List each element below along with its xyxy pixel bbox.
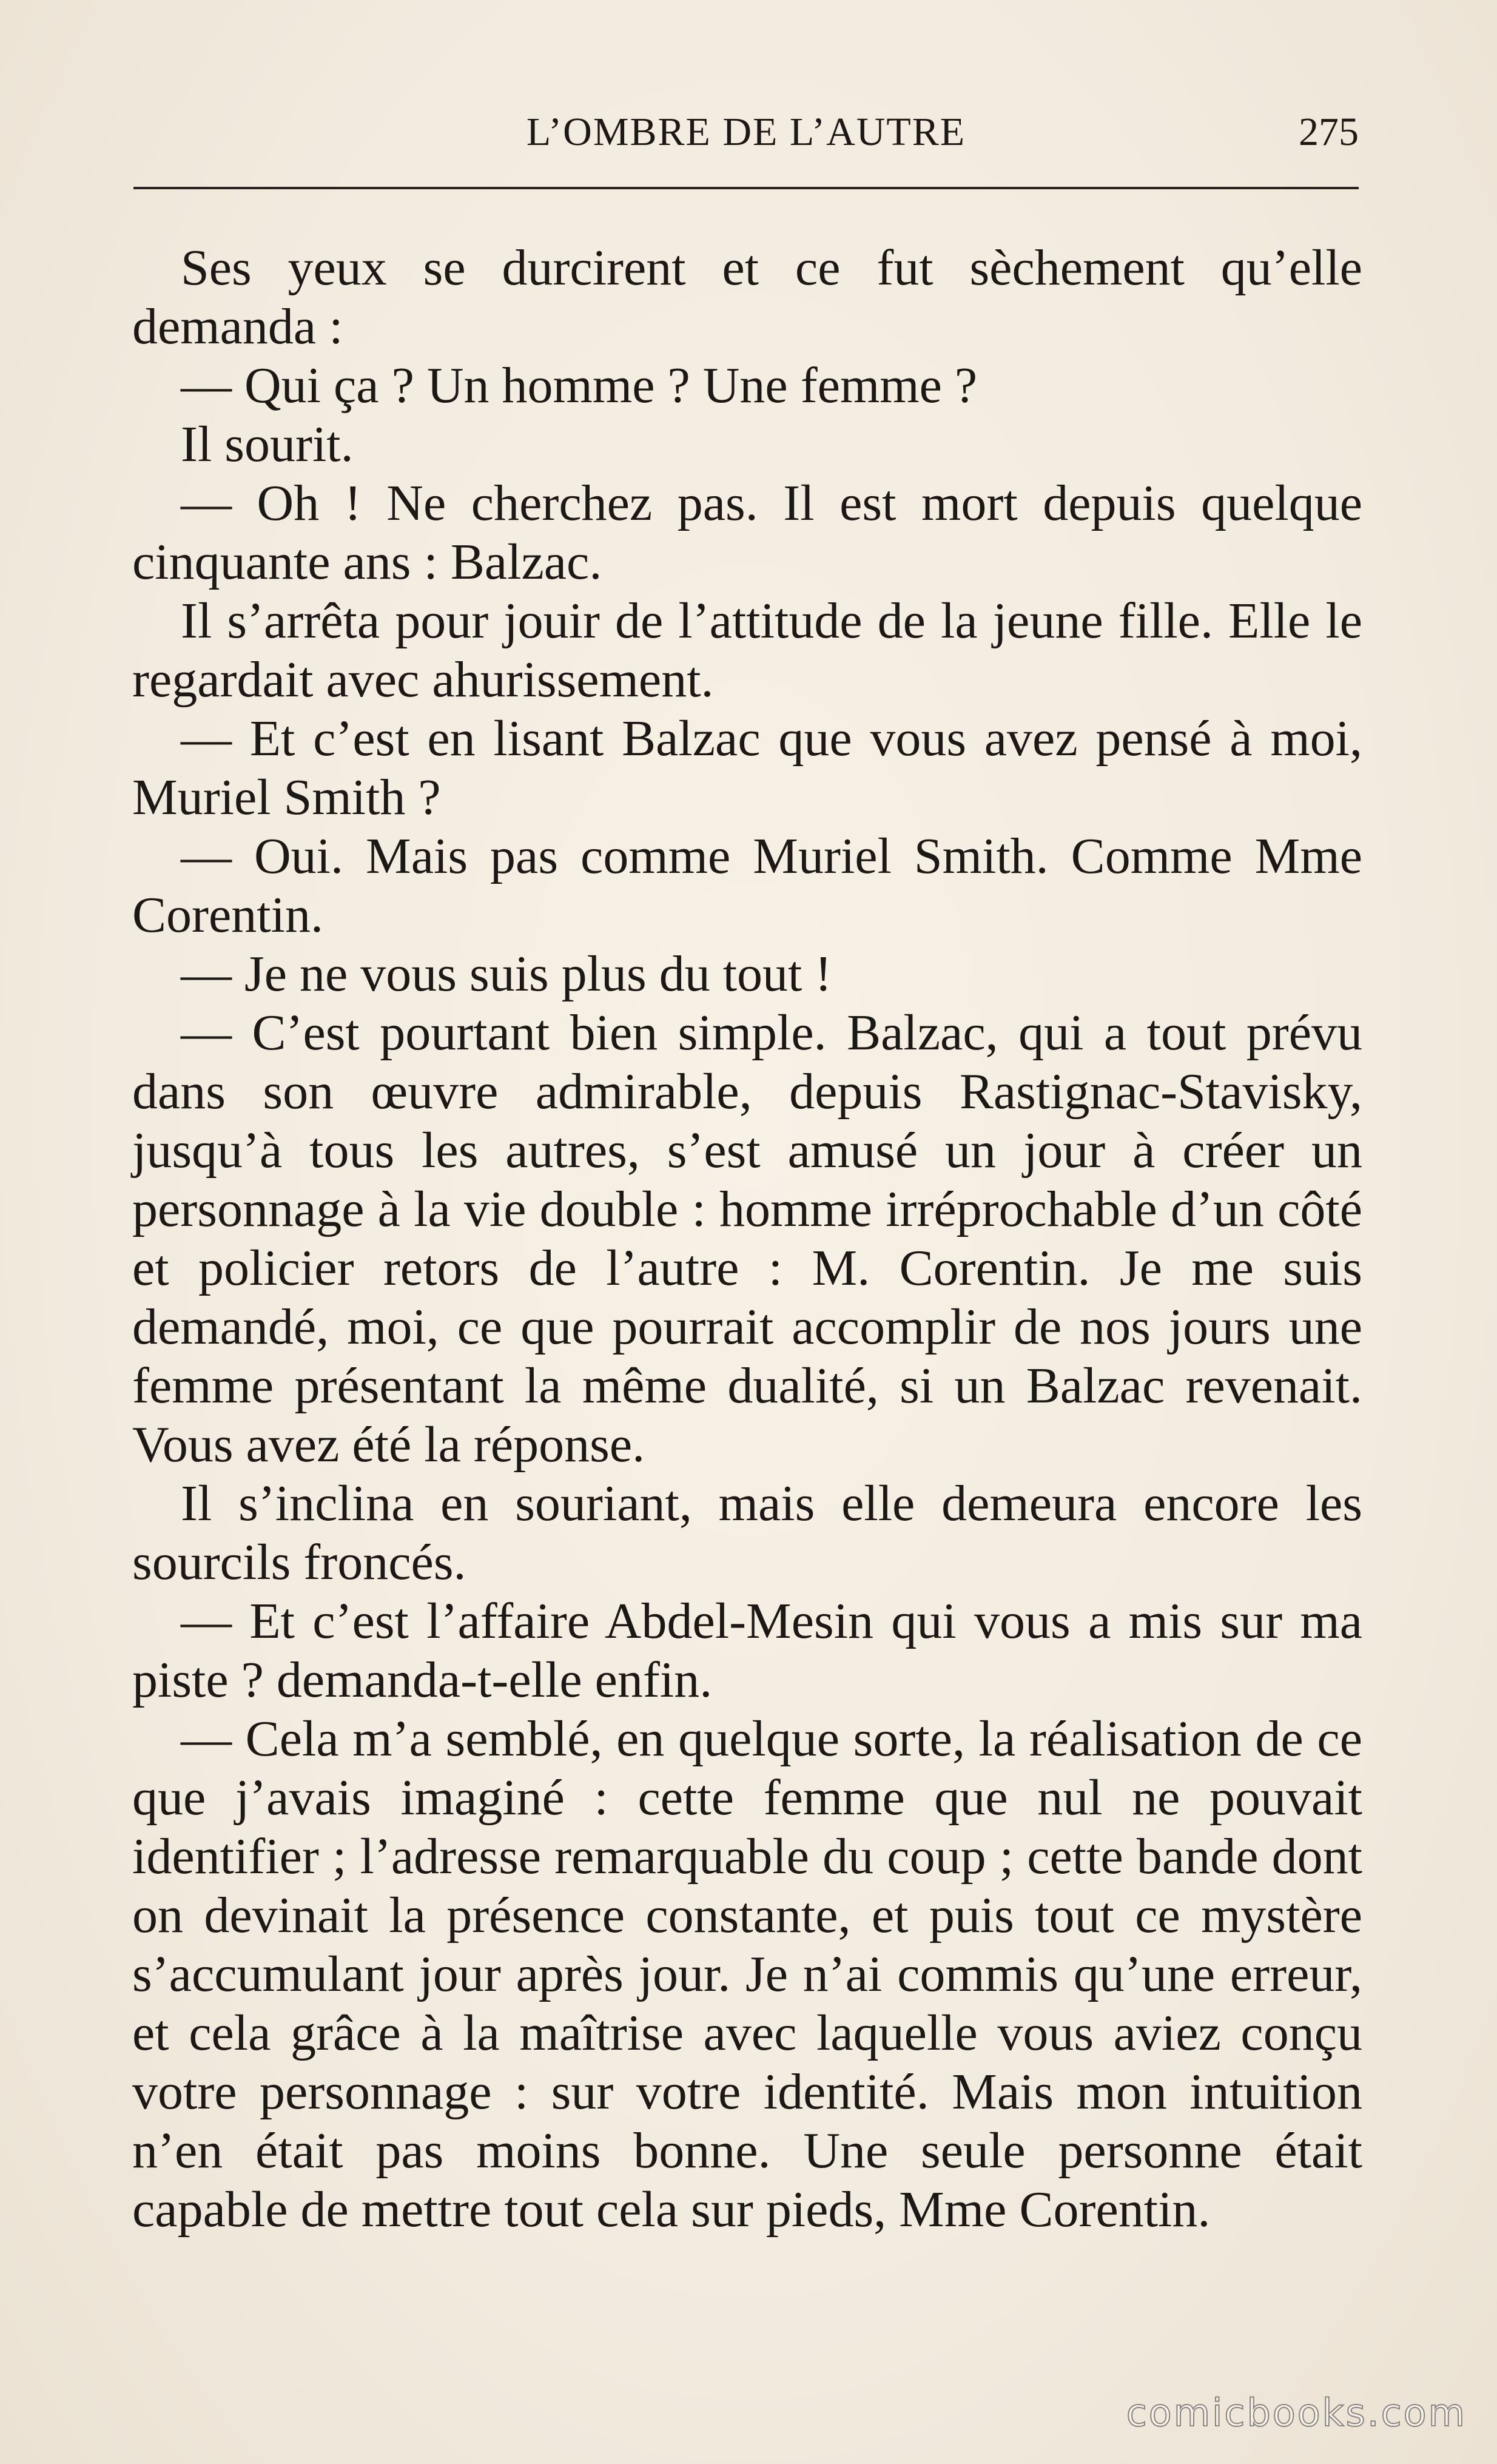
paragraph: — C’est pourtant bien simple. Balzac, qui a tout prévu dans son œuvre admirable, depuis Rastignac-Stavisky, jusqu’à tous les autres, s’est amusé un jour à créer un personnage à la vie double : homme irréprochable d’un côté et policier retors de l’autre : M. Corentin. Je me suis demandé, moi, ce que pourrait accomplir de nos jours une femme présentant la même dualité, si un Balzac revenait. Vous avez été la réponse. xyxy=(132,1005,1362,1473)
page-number: 275 xyxy=(1299,110,1359,154)
running-head xyxy=(133,108,1359,157)
paragraph: Il s’inclina en souriant, mais elle demeura encore les sourcils froncés. xyxy=(132,1475,1362,1590)
header-rule xyxy=(133,187,1359,189)
body-text xyxy=(132,238,1362,2239)
paragraph: Il sourit. xyxy=(181,416,354,473)
paragraph: — Oh ! Ne cherchez pas. Il est mort depuis quelque cinquante ans : Balzac. xyxy=(132,475,1362,590)
running-title: L’OMBRE DE L’AUTRE xyxy=(526,110,966,154)
paragraph: — Et c’est en lisant Balzac que vous avez pensé à moi, Muriel Smith ? xyxy=(132,710,1362,826)
paragraph: — Et c’est l’affaire Abdel-Mesin qui vous a mis sur ma piste ? demanda-t-elle enfin. xyxy=(132,1593,1362,1708)
paragraph: Ses yeux se durcirent et ce fut sèchement qu’elle demanda : xyxy=(132,240,1362,355)
paragraph: — Oui. Mais pas comme Muriel Smith. Comme Mme Corentin. xyxy=(132,828,1362,943)
watermark: comicbooks.com xyxy=(1126,2391,1467,2435)
paragraph: — Je ne vous suis plus du tout ! xyxy=(181,946,832,1002)
paragraph: Il s’arrêta pour jouir de l’attitude de la jeune fille. Elle le regardait avec ahurissement. xyxy=(132,593,1362,708)
paragraph: — Cela m’a semblé, en quelque sorte, la réalisation de ce que j’avais imaginé : cette femme que nul ne pouvait identifier ; l’adresse remarquable du coup ; cette bande dont on devinait la présence constante, et puis tout ce mystère s’accumulant jour après jour. Je n’ai commis qu’une erreur, et cela grâce à la maîtrise avec laquelle vous aviez conçu votre personnage : sur votre identité. Mais mon intuition n’en était pas moins bonne. Une seule personne était capable de mettre tout cela sur pieds, Mme Corentin. xyxy=(132,1711,1362,2238)
paragraph: — Qui ça ? Un homme ? Une femme ? xyxy=(181,357,978,414)
